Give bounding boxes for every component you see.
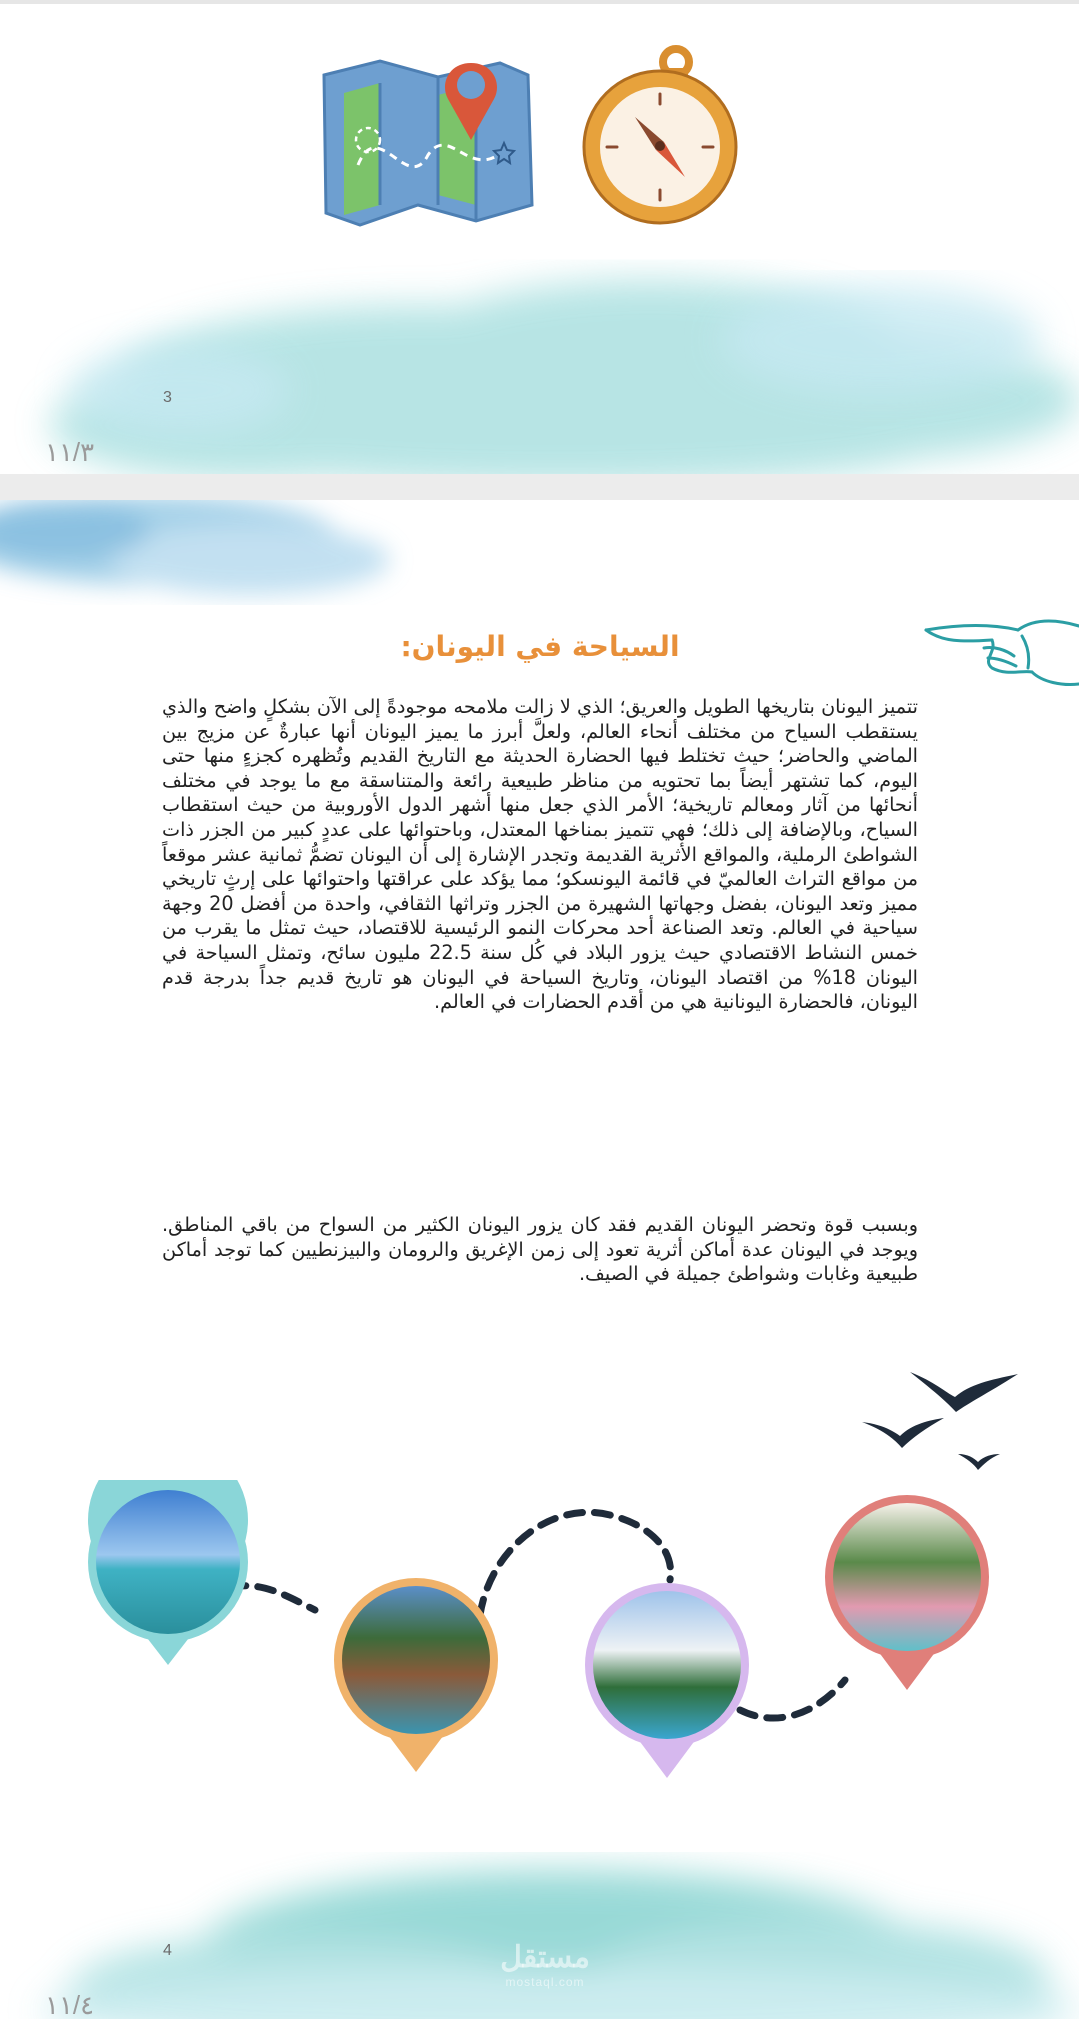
watercolor-wash-decoration	[0, 250, 1079, 474]
location-pin-icon	[334, 1578, 498, 1772]
watercolor-wash-decoration	[0, 1840, 1079, 2019]
section-title: السياحة في اليونان:	[400, 630, 680, 663]
slide-number: 3	[163, 389, 172, 406]
document-page-4	[0, 500, 1079, 2019]
watermark-logo: مستقل mostaql.com	[500, 1941, 590, 1989]
paragraph-2: وبسبب قوة وتحضر اليونان القديم فقد كان يزور اليونان الكثير من السواح من باقي المناطق. ويوجد في اليونان عدة أماكن أثرية تعود إلى زمن الإغريق والرومان والبيزنطيين كما توجد أماكن طبيعية وغابات وشواطئ جميلة في الصيف.	[162, 1213, 918, 1286]
slide-number: 4	[163, 1942, 172, 1959]
pointing-hand-icon	[922, 612, 1079, 692]
location-pin-icon	[88, 1480, 248, 1665]
watercolor-splash-decoration	[0, 500, 430, 630]
location-pin-icon	[585, 1583, 749, 1778]
compass-icon	[580, 42, 740, 227]
location-pin-icon	[825, 1495, 989, 1690]
map-icon	[318, 55, 540, 230]
page-top-border	[0, 0, 1079, 4]
page-counter: ١١/٤	[45, 1990, 95, 2019]
travel-route-illustration	[80, 1480, 1000, 1790]
birds-icon	[860, 1362, 1020, 1472]
page-counter: ١١/٣	[45, 437, 95, 467]
paragraph-1: تتميز اليونان بتاريخها الطويل والعريق؛ الذي لا زالت ملامحه موجودةً إلى الآن بشكلٍ واضح والذي يستقطب السياح من مختلف أنحاء العالم، ولعلَّ أبرز ما يميز اليونان أنها عبارةٌ عن مزيج بين الماضي والحاضر؛ حيث تختلط فيها الحضارة الحديثة مع التاريخ القديم وتُظهره كجزءٍ منها حتى اليوم، كما تشتهر أيضاً بما تحتويه من مناظر طبيعية رائعة والمتناسقة مع ما يوجد في مختلف أنحائها من آثار ومعالم تاريخية؛ الأمر الذي جعل منها أشهر الدول الأوروبية من حيث استقطاب السياح، وبالإضافة إلى ذلك؛ فهي تتميز بمناخها المعتدل، وباحتوائها على عددٍ كبير من الجزر ذات الشواطئ الرملية، والمواقع الأثرية القديمة وتجدر الإشارة إلى أن اليونان تضمُّ ثمانية عشر موقعاً من مواقع التراث العالميّ في قائمة اليونسكو؛ مما يؤكد على عراقتها واحتوائها على إرثٍ تاريخي مميز وتعد اليونان، بفضل وجهاتها الشهيرة من الجزر وتراثها الثقافي، واحدة من أفضل 20 وجهة سياحية في العالم. وتعد الصناعة أحد محركات النمو الرئيسية للاقتصاد، حيث تمثل ما يقرب من خمس النشاط الاقتصادي حيث يزور البلاد في كُل سنة 22.5 مليون سائح، وتمثل السياحة في اليونان 18% من اقتصاد اليونان، وتاريخ السياحة في اليونان هو تاريخ قديم جداً بدرجة قدم اليونان، فالحضارة اليونانية هي من أقدم الحضارات في العالم.	[162, 695, 919, 1014]
document-page-3	[0, 0, 1079, 474]
